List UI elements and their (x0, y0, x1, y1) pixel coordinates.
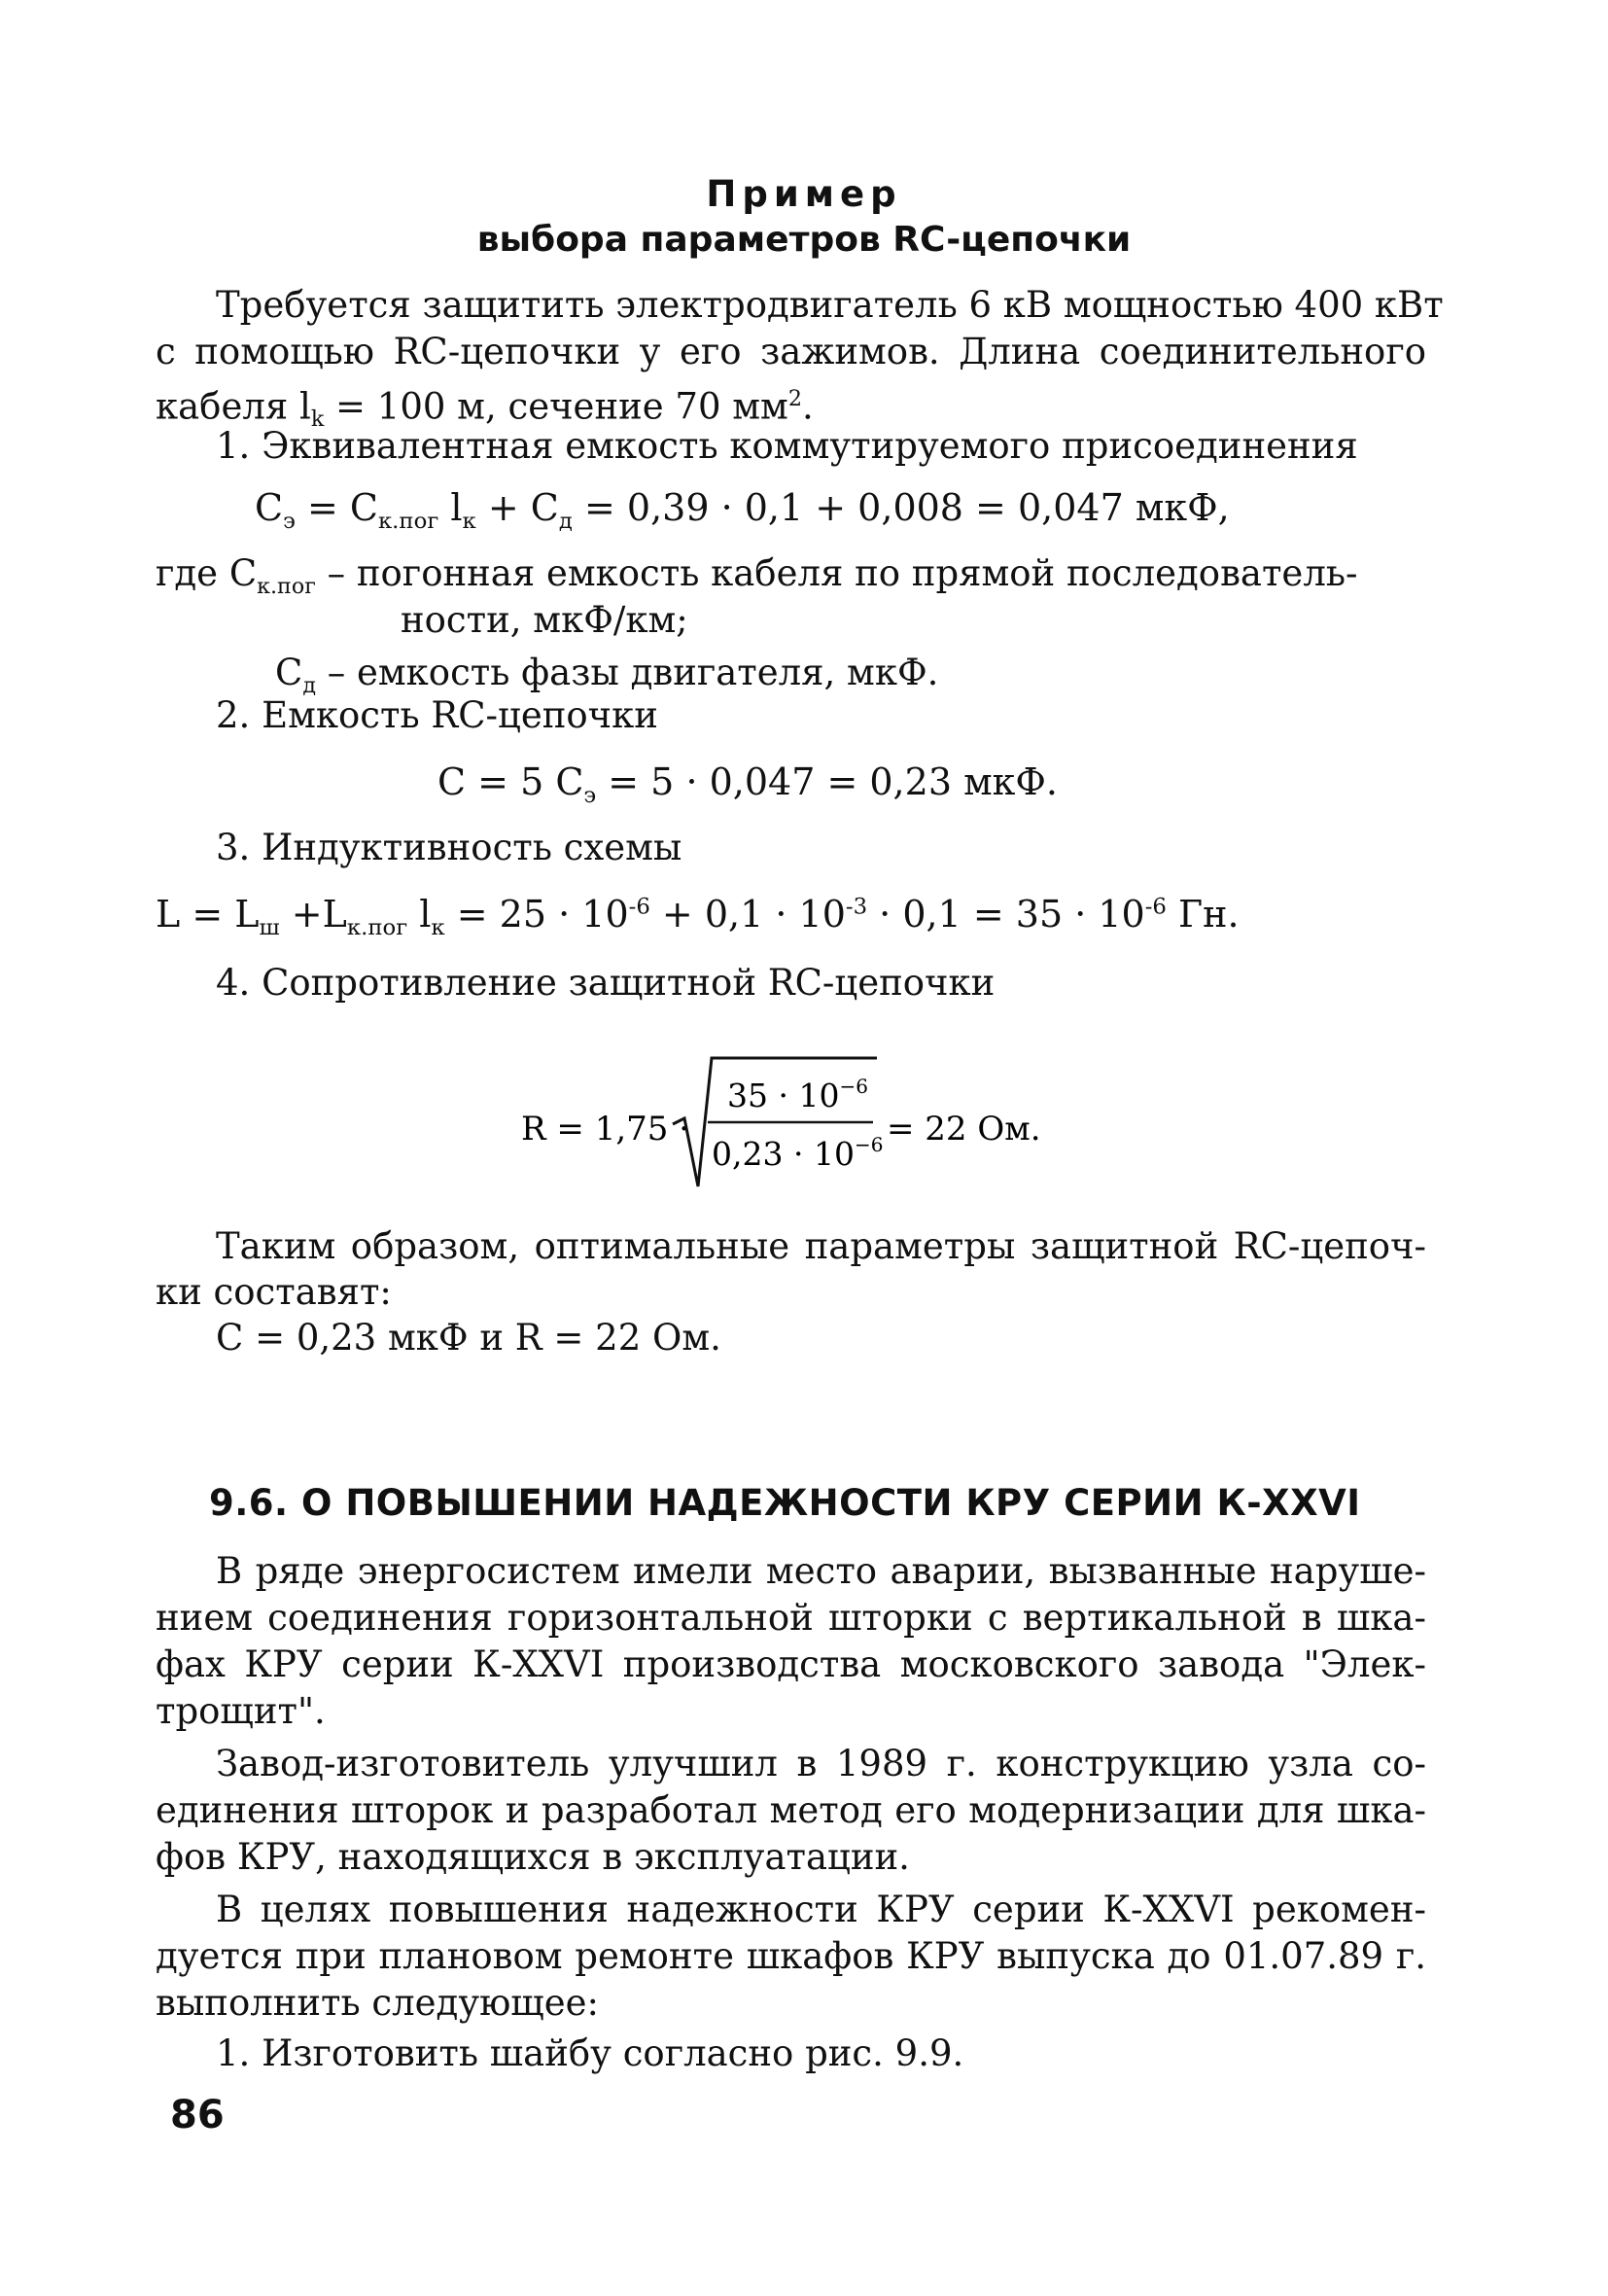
step-1-label: 1. Эквивалентная емкость коммутируемого присоединения (216, 425, 1358, 467)
fraction-numerator: $35 \cdot 10^{-6}$ (727, 1075, 868, 1114)
conclusion-line-2: ки составят: (156, 1271, 392, 1313)
where-definition-1: где $С_{к.пог}$ – погонная емкость кабеля по прямой последователь- (156, 552, 1358, 599)
para1-line-3: фах КРУ серии К-XXVI производства московского завода "Элек- (156, 1643, 1426, 1685)
resistance-lhs: R = 1,75 · (521, 1110, 690, 1148)
para1-line-4: трощит". (156, 1690, 326, 1732)
para1-line-2: нием соединения горизонтальной шторки с вертикальной в шка- (156, 1597, 1426, 1639)
para3-line-3: выполнить следующее: (156, 1982, 599, 2024)
intro-line-1: Требуется защитить электродвигатель 6 кВ мощностью 400 кВт (216, 284, 1444, 326)
example-subtitle: выбора параметров RC-цепочки (476, 220, 1132, 260)
para2-line-1: Завод-изготовитель улучшил в 1989 г. конструкцию узла со- (216, 1743, 1426, 1784)
para2-line-3: фов КРУ, находящихся в эксплуатации. (156, 1836, 910, 1878)
para1-line-1: В ряде энергосистем имели место аварии, вызванные наруше- (216, 1550, 1426, 1592)
equation-capacitance: $С_э = С_{к.пог}$ $l_к + С_д = 0,39 \cdot 0,1 + 0,008 = 0,047$ мкФ, (255, 486, 1230, 534)
para3-line-1: В целях повышения надежности КРУ серии К-XXVI рекомен- (216, 1889, 1426, 1930)
example-title: Пример (706, 173, 902, 215)
where-definition-1-cont: ности, мкФ/км; (401, 599, 688, 641)
conclusion-line-3: С = 0,23 мкФ и R = 22 Ом. (216, 1317, 721, 1359)
step-4-label: 4. Сопротивление защитной RC-цепочки (216, 962, 996, 1004)
list-item-1: 1. Изготовить шайбу согласно рис. 9.9. (216, 2032, 964, 2074)
equation-resistance (506, 1031, 1108, 1206)
section-heading: 9.6. О ПОВЫШЕНИИ НАДЕЖНОСТИ КРУ СЕРИИ К-XXVI (209, 1482, 1361, 1524)
intro-line-3: кабеля $l_k = 100$ м, сечение 70 $мм^2$. (156, 385, 814, 433)
step-2-label: 2. Емкость RC-цепочки (216, 694, 658, 736)
fraction-denominator: $0,23 \cdot 10^{-6}$ (712, 1133, 884, 1173)
conclusion-line-1: Таким образом, оптимальные параметры защитной RC-цепоч- (216, 1225, 1426, 1267)
page-number: 86 (170, 2093, 225, 2137)
where-definition-2: $С_д$ – емкость фазы двигателя, мкФ. (275, 652, 939, 698)
step-3-label: 3. Индуктивность схемы (216, 827, 682, 868)
para2-line-2: единения шторок и разработал метод его модернизации для шка- (156, 1789, 1426, 1831)
intro-line-2: с помощью RC-цепочки у его зажимов. Длина соединительного (156, 331, 1426, 372)
equation-rc-capacitance: С = 5 $С_э = 5 \cdot 0,047 = 0,23$ мкФ. (437, 760, 1059, 808)
equation-inductance: $L = L_ш +L_{к.пог}$ $l_к = 25 \cdot 10^{-6} + 0,1 \cdot 10^{-3} \cdot 0,1 = 35 \cdot 10^{-6}$ Гн. (156, 893, 1240, 940)
resistance-rhs: = 22 Ом. (887, 1110, 1041, 1148)
para3-line-2: дуется при плановом ремонте шкафов КРУ выпуска до 01.07.89 г. (156, 1935, 1426, 1977)
